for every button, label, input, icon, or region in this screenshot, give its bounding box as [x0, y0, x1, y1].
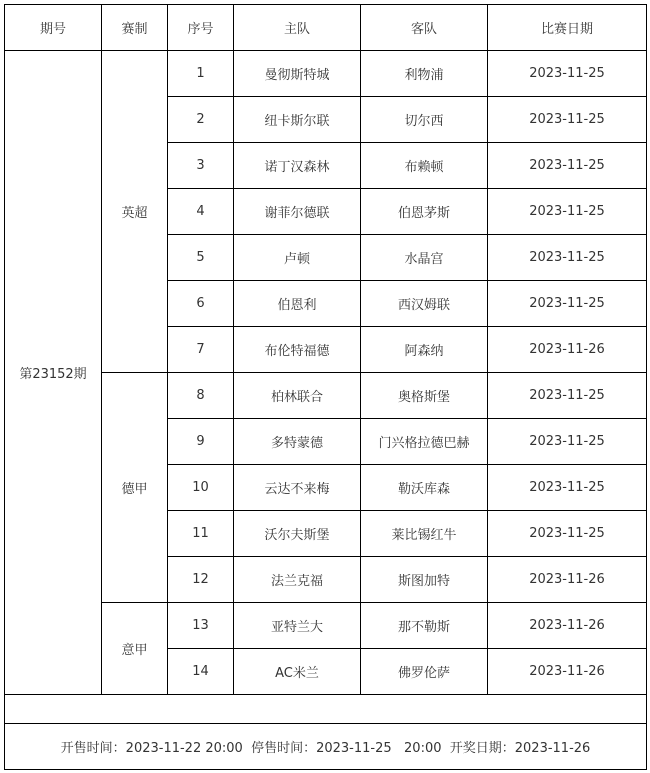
match-date: 2023-11-26 — [488, 557, 647, 603]
match-no: 13 — [168, 603, 234, 649]
away-team: 勒沃库森 — [361, 465, 488, 511]
match-no: 5 — [168, 235, 234, 281]
match-no: 12 — [168, 557, 234, 603]
match-date: 2023-11-25 — [488, 465, 647, 511]
issue-cell: 第23152期 — [5, 51, 102, 695]
sale-info: 开售时间：2023-11-22 20:00 停售时间：2023-11-25 20:00 开奖日期：2023-11-26 — [5, 724, 647, 770]
header-away: 客队 — [361, 5, 488, 51]
away-team: 西汉姆联 — [361, 281, 488, 327]
away-team: 莱比锡红牛 — [361, 511, 488, 557]
home-team: 云达不来梅 — [234, 465, 361, 511]
away-team: 那不勒斯 — [361, 603, 488, 649]
away-team: 佛罗伦萨 — [361, 649, 488, 695]
away-team: 切尔西 — [361, 97, 488, 143]
home-team: 多特蒙德 — [234, 419, 361, 465]
table-row — [5, 603, 647, 649]
away-team: 门兴格拉德巴赫 — [361, 419, 488, 465]
match-no: 10 — [168, 465, 234, 511]
match-date: 2023-11-25 — [488, 189, 647, 235]
match-no: 2 — [168, 97, 234, 143]
home-team: 卢顿 — [234, 235, 361, 281]
home-team: 法兰克福 — [234, 557, 361, 603]
away-team: 利物浦 — [361, 51, 488, 97]
match-no: 4 — [168, 189, 234, 235]
match-date: 2023-11-25 — [488, 235, 647, 281]
match-date: 2023-11-26 — [488, 649, 647, 695]
match-no: 1 — [168, 51, 234, 97]
match-date: 2023-11-25 — [488, 51, 647, 97]
league-cell-serie-a: 意甲 — [102, 603, 168, 695]
league-cell-bundesliga: 德甲 — [102, 373, 168, 603]
match-no: 11 — [168, 511, 234, 557]
match-no: 9 — [168, 419, 234, 465]
header-date: 比赛日期 — [488, 5, 647, 51]
match-no: 6 — [168, 281, 234, 327]
empty-cell — [5, 695, 647, 724]
home-team: 伯恩利 — [234, 281, 361, 327]
header-home: 主队 — [234, 5, 361, 51]
match-no: 8 — [168, 373, 234, 419]
empty-row — [5, 695, 647, 724]
match-date: 2023-11-26 — [488, 327, 647, 373]
match-no: 7 — [168, 327, 234, 373]
home-team: 曼彻斯特城 — [234, 51, 361, 97]
home-team: AC米兰 — [234, 649, 361, 695]
match-date: 2023-11-25 — [488, 373, 647, 419]
away-team: 奥格斯堡 — [361, 373, 488, 419]
header-row — [5, 5, 647, 51]
footer-row — [5, 724, 647, 770]
home-team: 诺丁汉森林 — [234, 143, 361, 189]
match-date: 2023-11-25 — [488, 97, 647, 143]
away-team: 伯恩茅斯 — [361, 189, 488, 235]
home-team: 谢菲尔德联 — [234, 189, 361, 235]
home-team: 亚特兰大 — [234, 603, 361, 649]
home-team: 纽卡斯尔联 — [234, 97, 361, 143]
match-no: 14 — [168, 649, 234, 695]
header-league: 赛制 — [102, 5, 168, 51]
away-team: 斯图加特 — [361, 557, 488, 603]
away-team: 阿森纳 — [361, 327, 488, 373]
match-date: 2023-11-26 — [488, 603, 647, 649]
home-team: 柏林联合 — [234, 373, 361, 419]
home-team: 布伦特福德 — [234, 327, 361, 373]
table-row — [5, 373, 647, 419]
match-date: 2023-11-25 — [488, 281, 647, 327]
match-date: 2023-11-25 — [488, 143, 647, 189]
match-schedule-table — [4, 4, 647, 770]
league-cell-epl: 英超 — [102, 51, 168, 373]
away-team: 水晶宫 — [361, 235, 488, 281]
match-date: 2023-11-25 — [488, 419, 647, 465]
header-issue: 期号 — [5, 5, 102, 51]
away-team: 布赖顿 — [361, 143, 488, 189]
table-row — [5, 51, 647, 97]
home-team: 沃尔夫斯堡 — [234, 511, 361, 557]
header-no: 序号 — [168, 5, 234, 51]
match-no: 3 — [168, 143, 234, 189]
match-date: 2023-11-25 — [488, 511, 647, 557]
